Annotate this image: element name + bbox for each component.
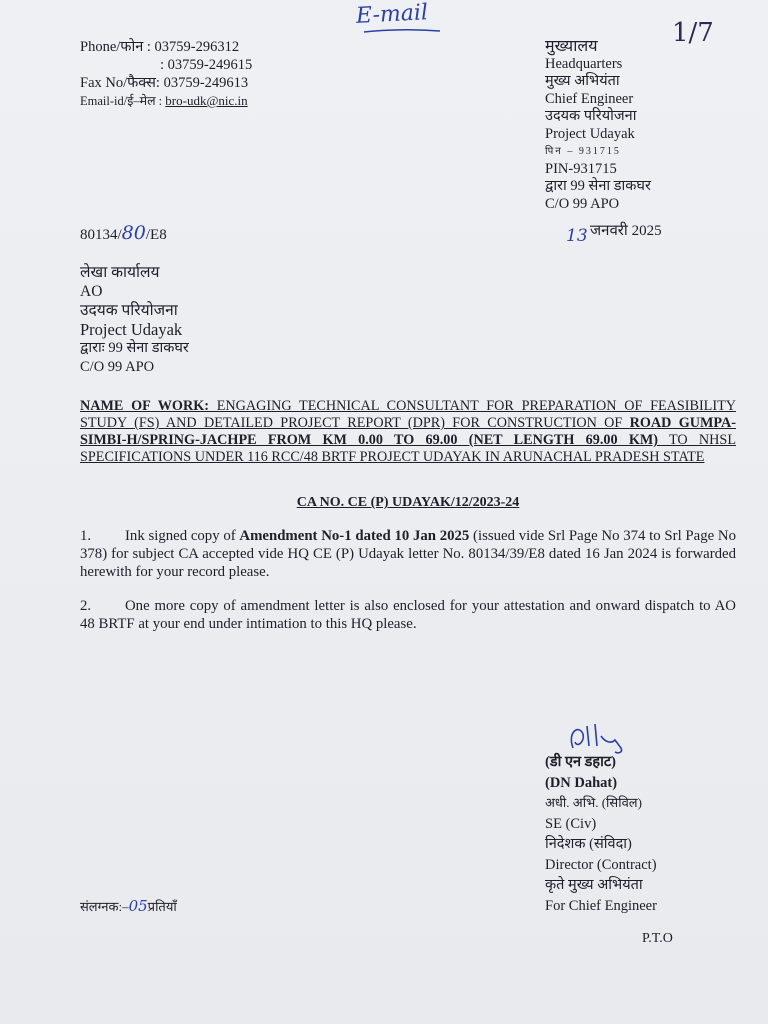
handwritten-date-day: 13 bbox=[566, 226, 588, 246]
hq-line: पिन – 931715 bbox=[545, 146, 621, 157]
email-link[interactable]: bro-udk@nic.in bbox=[165, 93, 248, 108]
para1-text-1: Ink signed copy of bbox=[125, 528, 240, 544]
hq-line: Headquarters bbox=[545, 55, 623, 72]
addressee-line: Project Udayak bbox=[80, 320, 183, 339]
enclosure-suffix: प्रतियाँ bbox=[147, 899, 177, 914]
enclosure-label: संलग्नक:– bbox=[80, 899, 129, 914]
hq-line: मुख्य अभियंता bbox=[545, 73, 620, 89]
signatory-role-hindi: निदेशक (संविदा) bbox=[545, 836, 632, 852]
letter-date: जनवरी 2025 bbox=[590, 223, 662, 239]
ref-prefix: 80134/ bbox=[80, 227, 122, 243]
handwritten-ref-number: 80 bbox=[121, 222, 146, 244]
addressee-line: द्वाराः 99 सेना डाकघर bbox=[80, 340, 189, 356]
hq-line: द्वारा 99 सेना डाकघर bbox=[545, 178, 651, 194]
signatory-role: Director (Contract) bbox=[545, 856, 657, 873]
para-number: 1. bbox=[80, 528, 92, 544]
enclosure-note bbox=[80, 897, 177, 915]
subject-label: NAME OF WORK: bbox=[80, 398, 209, 414]
signatory-designation-hindi: अधी. अभि. (सिविल) bbox=[545, 795, 642, 810]
email-label: Email-id/ई–मेल : bbox=[80, 94, 166, 108]
para-number: 2. bbox=[80, 598, 92, 614]
signatory-designation: SE (Civ) bbox=[545, 815, 597, 832]
handwritten-signature bbox=[565, 722, 645, 756]
addressee-line: C/O 99 APO bbox=[80, 359, 155, 375]
hq-line: Chief Engineer bbox=[545, 90, 634, 107]
addressee-line: लेखा कार्यालय bbox=[80, 264, 160, 281]
addressee-line: AO bbox=[80, 283, 103, 300]
handwritten-corner-mark: 1/7 bbox=[672, 18, 714, 48]
ref-suffix: /E8 bbox=[145, 227, 167, 243]
para1-text-bold: Amendment No-1 dated 10 Jan 2025 bbox=[239, 528, 470, 544]
paragraph-1 bbox=[80, 527, 736, 581]
contact-block bbox=[80, 38, 252, 110]
fax-number: 03759-249613 bbox=[163, 75, 249, 91]
phone-number-1: 03759-296312 bbox=[154, 39, 240, 55]
handwritten-underline bbox=[362, 26, 442, 36]
signatory-name-hindi: (डी एन डहाट) bbox=[545, 754, 617, 770]
ca-number: CA NO. CE (P) UDAYAK/12/2023-24 bbox=[296, 495, 520, 510]
signatory-name: (DN Dahat) bbox=[545, 774, 618, 791]
subject-text-2: TO NHSL SPECIFICATIONS UNDER 116 RCC/48 BRTF PROJECT UDAYAK IN ARUNACHAL PRADESH STATE bbox=[80, 432, 736, 465]
page-turn-over: P.T.O bbox=[642, 931, 673, 946]
hq-line: PIN-931715 bbox=[545, 160, 617, 177]
headquarters-address bbox=[545, 38, 651, 213]
subject-text-bold: ROAD GUMPA-SIMBI-H/SPRING-JACHPE FROM KM 0.00 TO 69.00 (NET LENGTH 69.00 KM) bbox=[80, 415, 737, 448]
para2-text: One more copy of amendment letter is also enclosed for your attestation and onward dispatch to AO 48 BRTF at your end under intimation to this HQ please. bbox=[80, 598, 736, 632]
hq-line: C/O 99 APO bbox=[545, 195, 620, 212]
signatory-for-hindi: कृते मुख्य अभियंता bbox=[545, 877, 643, 893]
fax-label: Fax No/फैक्स: bbox=[80, 75, 164, 91]
paragraph-2 bbox=[80, 597, 736, 633]
addressee-line: उदयक परियोजना bbox=[80, 302, 178, 319]
para1-text-2: (issued vide Srl Page No 374 to Srl Page No 378) for subject CA accepted vide HQ CE (P) Udayak letter No. 80134/39/E8 dated 16 Jan 2024 is forwarded herewith for your record please. bbox=[80, 528, 736, 580]
hq-line: मुख्यालय bbox=[545, 38, 598, 55]
addressee-block bbox=[80, 263, 189, 377]
phone-number-2: : 03759-249615 bbox=[160, 57, 253, 73]
subject-text-1: ENGAGING TECHNICAL CONSULTANT FOR PREPARATION OF FEASIBILITY STUDY (FS) AND DETAILED PROJECT REPORT (DPR) FOR CONSTRUCTION OF bbox=[80, 398, 736, 431]
reference-number bbox=[80, 222, 167, 244]
hq-line: उदयक परियोजना bbox=[545, 108, 637, 124]
signatory-for: For Chief Engineer bbox=[545, 897, 657, 914]
handwritten-email-note: E-mail bbox=[355, 0, 429, 29]
signatory-block bbox=[545, 752, 657, 916]
subject-block bbox=[80, 398, 736, 466]
phone-label: Phone/फोन : bbox=[80, 39, 155, 55]
handwritten-enclosure-count: 05 bbox=[128, 897, 148, 915]
hq-line: Project Udayak bbox=[545, 125, 635, 142]
